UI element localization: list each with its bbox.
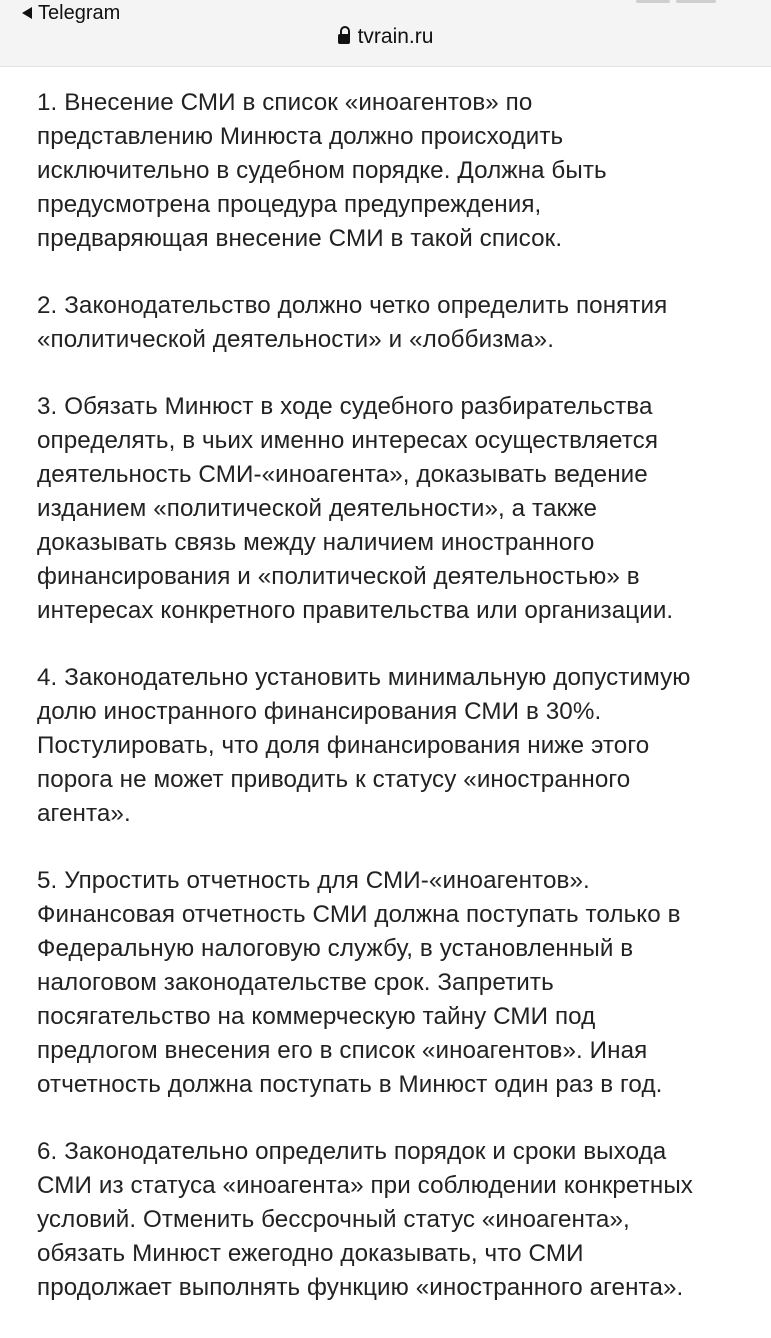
status-indicators <box>586 0 716 4</box>
address-bar[interactable] <box>0 24 771 50</box>
back-label: Telegram <box>38 1 121 24</box>
article-paragraph-4: 4. Законодательно установить минимальную допустимую долю иностранного финансирования СМИ в 30%. Постулировать, что доля финансирования ниже этого порога не может приводить к статусу «иностранного агента». <box>37 664 691 827</box>
article-paragraph-3: 3. Обязать Минюст в ходе судебного разбирательства определять, в чьих именно интересах осуществляется деятельность СМИ-«иноагента», доказывать ведение изданием «политической деятельности», а также доказывать связь между наличием иностранного финансирования и «политической деятельностью» в интересах конкретного правительства или организации. <box>37 393 674 624</box>
back-to-telegram-button[interactable] <box>22 1 120 25</box>
article-paragraph-5: 5. Упростить отчетность для СМИ-«иноагентов». Финансовая отчетность СМИ должна поступать только в Федеральную налоговую службу, в установленный в налоговом законодательстве срок. Запретить посягательство на коммерческую тайну СМИ под предлогом внесения его в список «иноагентов». Иная отчетность должна поступать в Минюст один раз в год. <box>37 867 681 1098</box>
back-arrow-icon <box>22 7 32 19</box>
article-paragraph-1: 1. Внесение СМИ в список «иноагентов» по представлению Минюста должно происходить исключительно в судебном порядке. Должна быть предусмотрена процедура предупреждения, предваряющая внесение СМИ в такой список. <box>37 89 607 252</box>
signal-icon <box>636 0 670 3</box>
battery-icon <box>676 0 716 3</box>
lock-icon <box>338 32 350 46</box>
url-text: tvrain.ru <box>357 25 434 48</box>
article-body <box>37 86 737 1338</box>
article-paragraph-6: 6. Законодательно определить порядок и сроки выхода СМИ из статуса «иноагента» при соблюдении конкретных условий. Отменить бессрочный статус «иноагента», обязать Минюст ежегодно доказывать, что СМИ продолжает выполнять функцию «иностранного агента». <box>37 1138 693 1301</box>
browser-top-bar <box>0 0 771 67</box>
article-paragraph-2: 2. Законодательство должно четко определить понятия «политической деятельности» и «лоббизма». <box>37 292 668 353</box>
